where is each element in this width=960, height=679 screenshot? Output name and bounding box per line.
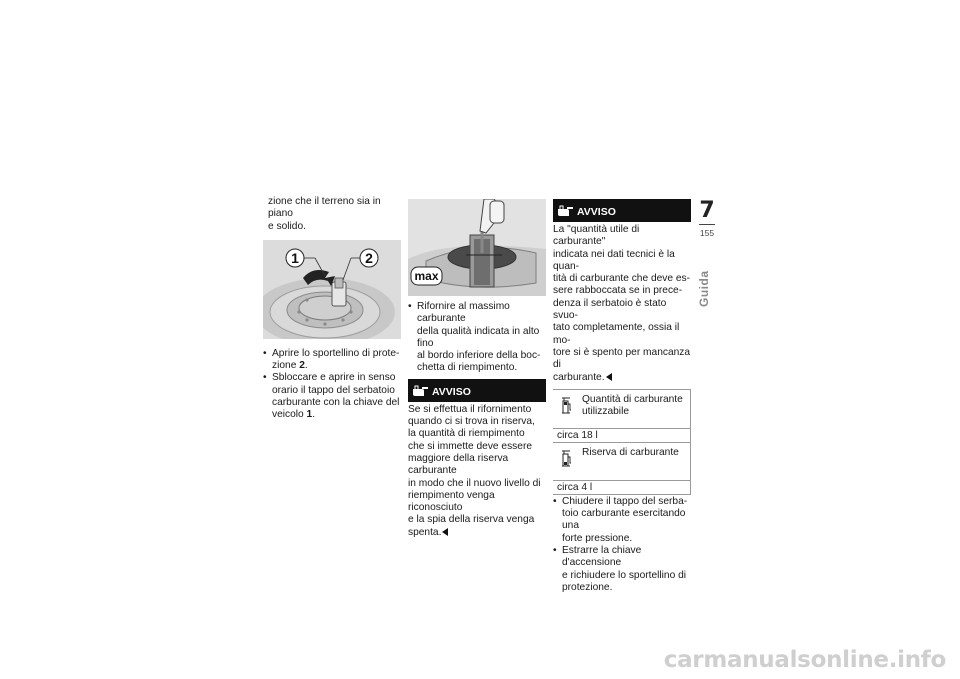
warning-line: indicata nei dati tecnici è la quan- xyxy=(553,248,675,272)
item-line: della qualità indicata in alto fino xyxy=(417,325,540,349)
warning-text xyxy=(408,404,546,539)
intro-line: e solido. xyxy=(268,220,306,232)
warning-line: tato completamente, ossia il mo- xyxy=(553,322,680,346)
spec-value: circa 18 l xyxy=(557,429,598,441)
warning-line: spenta. xyxy=(408,526,442,538)
figure-label-1: 1 xyxy=(291,249,299,266)
list-item xyxy=(553,545,691,594)
filler-neck-figure xyxy=(408,199,546,296)
warning-line: La "quantità utile di carburante" xyxy=(553,224,640,248)
item-line: Rifornire al massimo carburante xyxy=(417,301,510,325)
column-3 xyxy=(553,199,691,594)
hand-pointer-icon xyxy=(412,383,429,398)
chapter-number: 7 xyxy=(699,198,715,223)
fuel-pump-icon xyxy=(562,397,572,415)
item-line: veicolo xyxy=(272,409,307,421)
warning-line: in modo che il nuovo livello di xyxy=(408,477,541,489)
warning-text xyxy=(553,224,691,384)
spec-label-line: Quantità di carburante xyxy=(582,393,683,405)
spec-usable-fuel xyxy=(553,389,691,443)
item-line: chetta di riempimento. xyxy=(417,362,518,374)
ref-number: 1 xyxy=(306,409,313,421)
spec-label xyxy=(582,447,688,459)
item-line: al bordo inferiore della boc- xyxy=(417,350,541,362)
ref-number: 2 xyxy=(299,360,305,372)
spec-value: circa 4 l xyxy=(557,481,593,493)
item-line: zione xyxy=(272,360,300,372)
instruction-list xyxy=(408,301,546,375)
end-of-note-marker xyxy=(606,373,612,381)
end-of-note-marker xyxy=(442,528,448,536)
intro-text xyxy=(268,196,401,233)
item-line: protezione. xyxy=(562,581,613,593)
item-line: e richiudere lo sportellino di xyxy=(562,569,687,581)
column-1 xyxy=(263,196,401,422)
item-line: forte pressione. xyxy=(562,532,633,544)
item-line: Aprire lo sportellino di prote- xyxy=(272,347,400,359)
warning-line: maggiore della riserva carburante xyxy=(408,452,509,477)
fuel-cap-illustration xyxy=(263,240,401,339)
warning-line: riempimento venga riconosciuto xyxy=(408,489,495,514)
intro-line: zione che il terreno sia in piano xyxy=(268,196,381,220)
page-number: 155 xyxy=(699,228,715,238)
spec-header xyxy=(553,390,690,429)
fuel-cap-figure xyxy=(263,240,401,339)
warning-line: tità di carburante che deve es- xyxy=(553,273,691,285)
warning-line: sere rabboccata se in prece- xyxy=(553,285,683,297)
chapter-title: Guida xyxy=(697,270,711,307)
spec-header xyxy=(553,443,690,481)
warning-title: AVVISO xyxy=(577,206,616,218)
instruction-list xyxy=(553,496,691,594)
fuel-pump-icon xyxy=(562,450,572,468)
warning-line: quando ci si trova in riserva, xyxy=(408,416,535,428)
item-line: Sbloccare e aprire in senso xyxy=(272,372,396,384)
instruction-list xyxy=(263,348,401,422)
warning-title: AVVISO xyxy=(432,385,471,398)
item-line: Chiudere il tappo del serba- xyxy=(562,495,688,507)
chapter-divider xyxy=(699,224,715,225)
hand-pointer-icon xyxy=(557,203,574,218)
item-line: toio carburante esercitando una xyxy=(562,508,686,532)
figure-label-max: max xyxy=(414,269,439,283)
spec-fuel-reserve xyxy=(553,443,691,495)
warning-line: Se si effettua il rifornimento xyxy=(408,403,532,415)
list-item xyxy=(263,348,401,373)
warning-header xyxy=(408,379,546,402)
chapter-tab xyxy=(697,200,717,238)
item-line: Estrarre la chiave d'accensione xyxy=(562,545,642,569)
warning-line: che si immette deve essere xyxy=(408,440,533,452)
spec-label-line: utilizzabile xyxy=(582,406,629,418)
list-item xyxy=(263,372,401,421)
item-line: carburante con la chiave del xyxy=(272,397,400,409)
filler-neck-illustration xyxy=(408,199,546,296)
list-item xyxy=(408,301,546,375)
warning-line: denza il serbatoio è stato svuo- xyxy=(553,297,667,322)
list-item xyxy=(553,496,691,545)
warning-line: la quantità di riempimento xyxy=(408,428,525,440)
item-tail: . xyxy=(304,360,308,372)
warning-line: tore si è spento per mancanza di xyxy=(553,346,691,371)
warning-line: carburante. xyxy=(553,371,605,383)
figure-label-2: 2 xyxy=(365,249,373,266)
item-tail: . xyxy=(312,409,316,421)
watermark: carmanualsonline.info xyxy=(663,647,946,673)
column-2 xyxy=(408,199,546,539)
spec-label-line: Riserva di carburante xyxy=(582,446,679,458)
spec-label xyxy=(582,394,688,419)
item-line: orario il tappo del serbatoio xyxy=(272,384,395,396)
warning-line: e la spia della riserva venga xyxy=(408,514,535,526)
warning-header xyxy=(553,199,691,222)
